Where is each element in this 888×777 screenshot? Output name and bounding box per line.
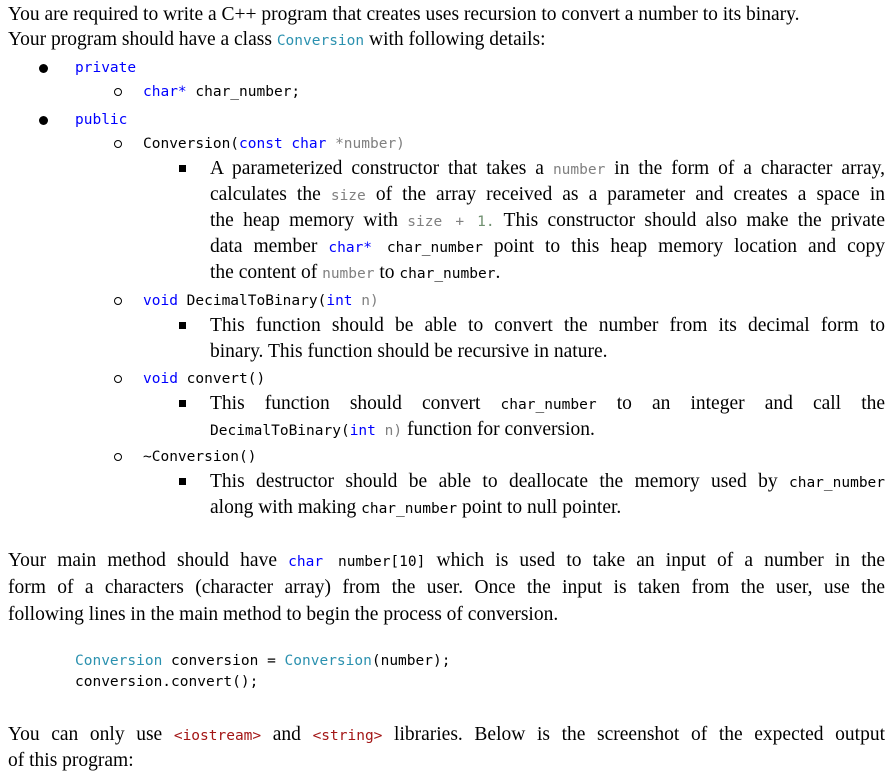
- public-label: public: [75, 112, 128, 128]
- constructor-desc-line-4: data member char* char_number point to this heap memory location and copy: [210, 236, 885, 257]
- constructor-signature: Conversion(const char *number): [143, 136, 405, 152]
- bullet-square-decimal-to-binary: [179, 322, 186, 329]
- bullet-circle-member: [114, 88, 122, 96]
- constructor-desc-line-5: the content of number to char_number.: [210, 262, 501, 283]
- bullet-dot-private: [39, 64, 48, 73]
- constructor-desc-line-2: calculates the size of the array received as a parameter and creates a space in: [210, 184, 886, 205]
- bullet-circle-destructor: [114, 453, 122, 461]
- destructor-desc-line-1: This destructor should be able to deallocate the memory used by char_number: [210, 471, 886, 492]
- destructor-desc-line-2: along with making char_number point to null pointer.: [210, 497, 622, 518]
- bullet-circle-constructor: [114, 140, 122, 148]
- intro-line-2: Your program should have a class Conversion with following details:: [8, 29, 546, 50]
- decimal-to-binary-signature: void DecimalToBinary(int n): [143, 293, 379, 309]
- intro-line-1: You are required to write a C++ program that creates uses recursion to convert a number to its binary.: [8, 4, 800, 25]
- constructor-desc-line-3: the heap memory with size + 1. This constructor should also make the private: [210, 210, 886, 231]
- bullet-dot-public: [39, 116, 48, 125]
- convert-desc-line-1: This function should convert char_number to an integer and call the: [210, 393, 886, 414]
- decimal-to-binary-desc-line-1: This function should be able to convert the number from its decimal form to: [210, 315, 885, 336]
- private-member: char* char_number;: [143, 84, 301, 100]
- libraries-para-line-1: You can only use <iostream> and <string> libraries. Below is the screenshot of the expected output: [8, 724, 886, 745]
- code-line-1: Conversion conversion = Conversion(number);: [75, 653, 451, 669]
- bullet-square-constructor: [179, 165, 186, 172]
- destructor-signature: ~Conversion(): [143, 449, 257, 465]
- main-para-line-3: following lines in the main method to begin the process of conversion.: [8, 604, 559, 625]
- private-label: private: [75, 60, 137, 76]
- libraries-para-line-2: of this program:: [8, 750, 134, 771]
- class-name-code: Conversion: [276, 33, 365, 49]
- main-para-line-1: Your main method should have char number[10] which is used to take an input of a number in the: [8, 550, 886, 571]
- bullet-square-convert: [179, 400, 186, 407]
- main-para-line-2: form of a characters (character array) from the user. Once the input is taken from the user, use the: [8, 577, 885, 598]
- code-line-2: conversion.convert();: [75, 674, 259, 690]
- bullet-circle-convert: [114, 375, 122, 383]
- convert-desc-line-2: DecimalToBinary(int n) function for conversion.: [210, 419, 595, 440]
- constructor-desc-line-1: A parameterized constructor that takes a number in the form of a character array,: [210, 158, 885, 179]
- bullet-circle-decimal-to-binary: [114, 297, 122, 305]
- decimal-to-binary-desc-line-2: binary. This function should be recursive in nature.: [210, 341, 608, 362]
- convert-signature: void convert(): [143, 371, 266, 387]
- bullet-square-destructor: [179, 478, 186, 485]
